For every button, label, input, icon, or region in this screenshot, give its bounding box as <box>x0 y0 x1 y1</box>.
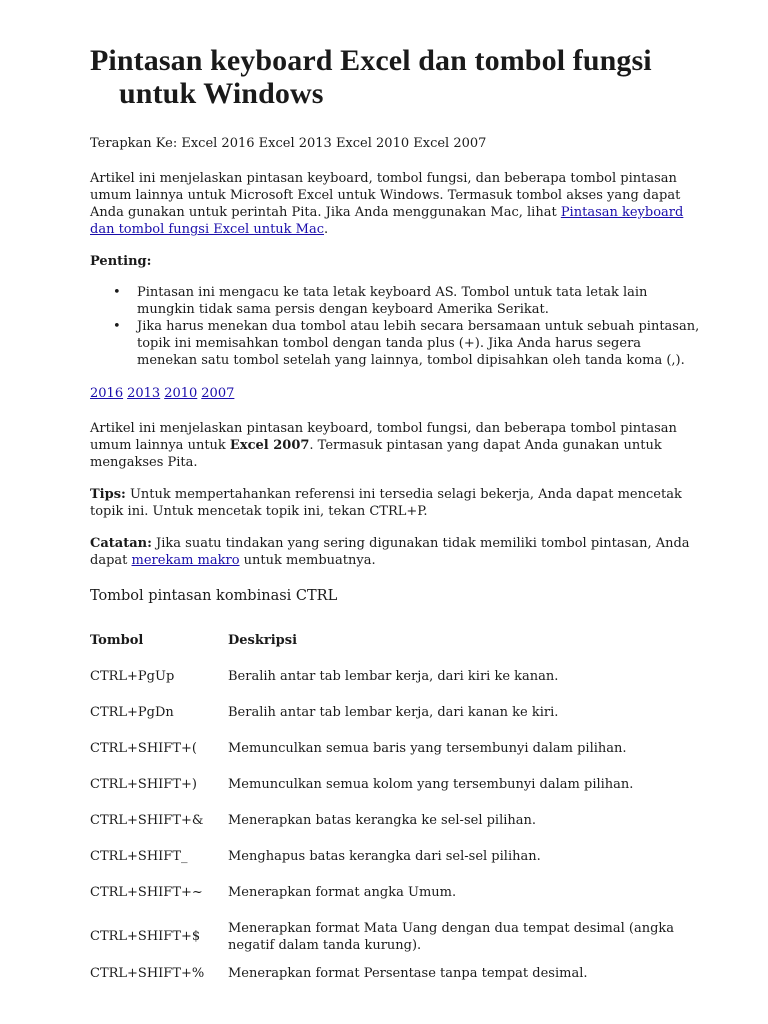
table-row <box>90 668 720 704</box>
table-row <box>90 848 720 884</box>
shortcut-description: Menerapkan format Mata Uang dengan dua tempat desimal (angka negatif dalam tanda kurung). <box>228 921 675 953</box>
version-links <box>90 385 700 402</box>
table-row <box>90 965 720 1001</box>
list-item <box>90 318 700 369</box>
note-label: Catatan: <box>90 536 152 551</box>
applies-to-line: Terapkan Ke: Excel 2016 Excel 2013 Excel 2010 Excel 2007 <box>90 136 487 151</box>
shortcut-key: CTRL+SHIFT_ <box>90 849 188 864</box>
note-text: Jika suatu tindakan yang sering digunakan tidak memiliki tombol pintasan, Anda dapat <box>90 536 690 568</box>
bullet-icon: • <box>113 319 121 334</box>
important-label-text: Penting: <box>90 254 152 269</box>
version-link-2010[interactable]: 2010 <box>164 386 198 401</box>
shortcut-key: CTRL+SHIFT+( <box>90 741 197 756</box>
shortcut-key: CTRL+SHIFT+& <box>90 813 204 828</box>
note-paragraph <box>90 535 700 569</box>
shortcut-description: Memunculkan semua baris yang tersembunyi dalam pilihan. <box>228 741 627 756</box>
table-header-row <box>90 632 720 668</box>
shortcut-key: CTRL+PgDn <box>90 705 174 720</box>
shortcut-description: Menerapkan format angka Umum. <box>228 885 457 900</box>
version-link-2013[interactable]: 2013 <box>127 386 161 401</box>
table-row <box>90 776 720 812</box>
document-page <box>90 44 700 1001</box>
intro2-text: Artikel ini menjelaskan pintasan keyboard, tombol fungsi, dan beberapa tombol pintasan umum lainnya untuk <box>90 421 677 453</box>
version-link-2016[interactable]: 2016 <box>90 386 124 401</box>
intro2-end: . Termasuk pintasan yang dapat Anda gunakan untuk mengakses Pita. <box>90 438 662 470</box>
shortcut-key: CTRL+PgUp <box>90 669 175 684</box>
tips-label: Tips: <box>90 487 126 502</box>
shortcut-description: Beralih antar tab lembar kerja, dari kanan ke kiri. <box>228 705 559 720</box>
tips-text: Untuk mempertahankan referensi ini tersedia selagi bekerja, Anda dapat mencetak topik ini. Untuk mencetak topik ini, tekan CTRL+P. <box>90 487 682 519</box>
important-label <box>90 253 700 270</box>
shortcut-description: Menerapkan format Persentase tanpa tempat desimal. <box>228 966 588 981</box>
important-list <box>90 284 700 369</box>
intro2-paragraph <box>90 420 700 471</box>
intro2-bold: Excel 2007 <box>229 438 310 453</box>
page-title: Pintasan keyboard Excel dan tombol fungsi untuk Windows <box>90 44 652 110</box>
table-row <box>90 704 720 740</box>
section-title: Tombol pintasan kombinasi CTRL <box>90 588 338 604</box>
shortcut-key: CTRL+SHIFT+% <box>90 966 205 981</box>
shortcut-description: Beralih antar tab lembar kerja, dari kiri ke kanan. <box>228 669 559 684</box>
bullet-text: Pintasan ini mengacu ke tata letak keyboard AS. Tombol untuk tata letak lain mungkin tidak sama persis dengan keyboard Amerika Serikat. <box>137 285 648 317</box>
column-header-key: Tombol <box>90 633 144 648</box>
table-row <box>90 884 720 920</box>
shortcut-description: Memunculkan semua kolom yang tersembunyi dalam pilihan. <box>228 777 634 792</box>
table-row <box>90 740 720 776</box>
bullet-text: Jika harus menekan dua tombol atau lebih secara bersamaan untuk sebuah pintasan, topik ini memisahkan tombol dengan tanda plus (+). Jika Anda harus segera menekan satu tombol setelah yang lainnya, tombol dipisahkan oleh tanda koma (,). <box>137 319 700 368</box>
table-row <box>90 920 720 965</box>
table-row <box>90 812 720 848</box>
intro-end: . <box>324 222 329 237</box>
version-link-2007[interactable]: 2007 <box>201 386 235 401</box>
intro-paragraph <box>90 170 700 238</box>
shortcut-description: Menghapus batas kerangka dari sel-sel pilihan. <box>228 849 541 864</box>
intro-text: Artikel ini menjelaskan pintasan keyboard, tombol fungsi, dan beberapa tombol pintasan umum lainnya untuk Microsoft Excel untuk Windows. Termasuk tombol akses yang dapat Anda gunakan untuk perintah Pita. Jika Anda menggunakan Mac, lihat <box>90 171 681 220</box>
mac-shortcuts-link[interactable]: Pintasan keyboard dan tombol fungsi Excel untuk Mac <box>90 205 684 237</box>
column-header-description: Deskripsi <box>228 633 298 648</box>
shortcut-key: CTRL+SHIFT+$ <box>90 929 201 944</box>
shortcut-description: Menerapkan batas kerangka ke sel-sel pilihan. <box>228 813 537 828</box>
shortcut-key: CTRL+SHIFT+~ <box>90 885 203 900</box>
bullet-icon: • <box>113 285 121 300</box>
list-item <box>90 284 700 318</box>
record-macro-link[interactable]: merekam makro <box>131 553 240 568</box>
shortcut-key: CTRL+SHIFT+) <box>90 777 197 792</box>
shortcut-table <box>90 632 720 1001</box>
tips-paragraph <box>90 486 700 520</box>
note-end: untuk membuatnya. <box>239 553 376 568</box>
